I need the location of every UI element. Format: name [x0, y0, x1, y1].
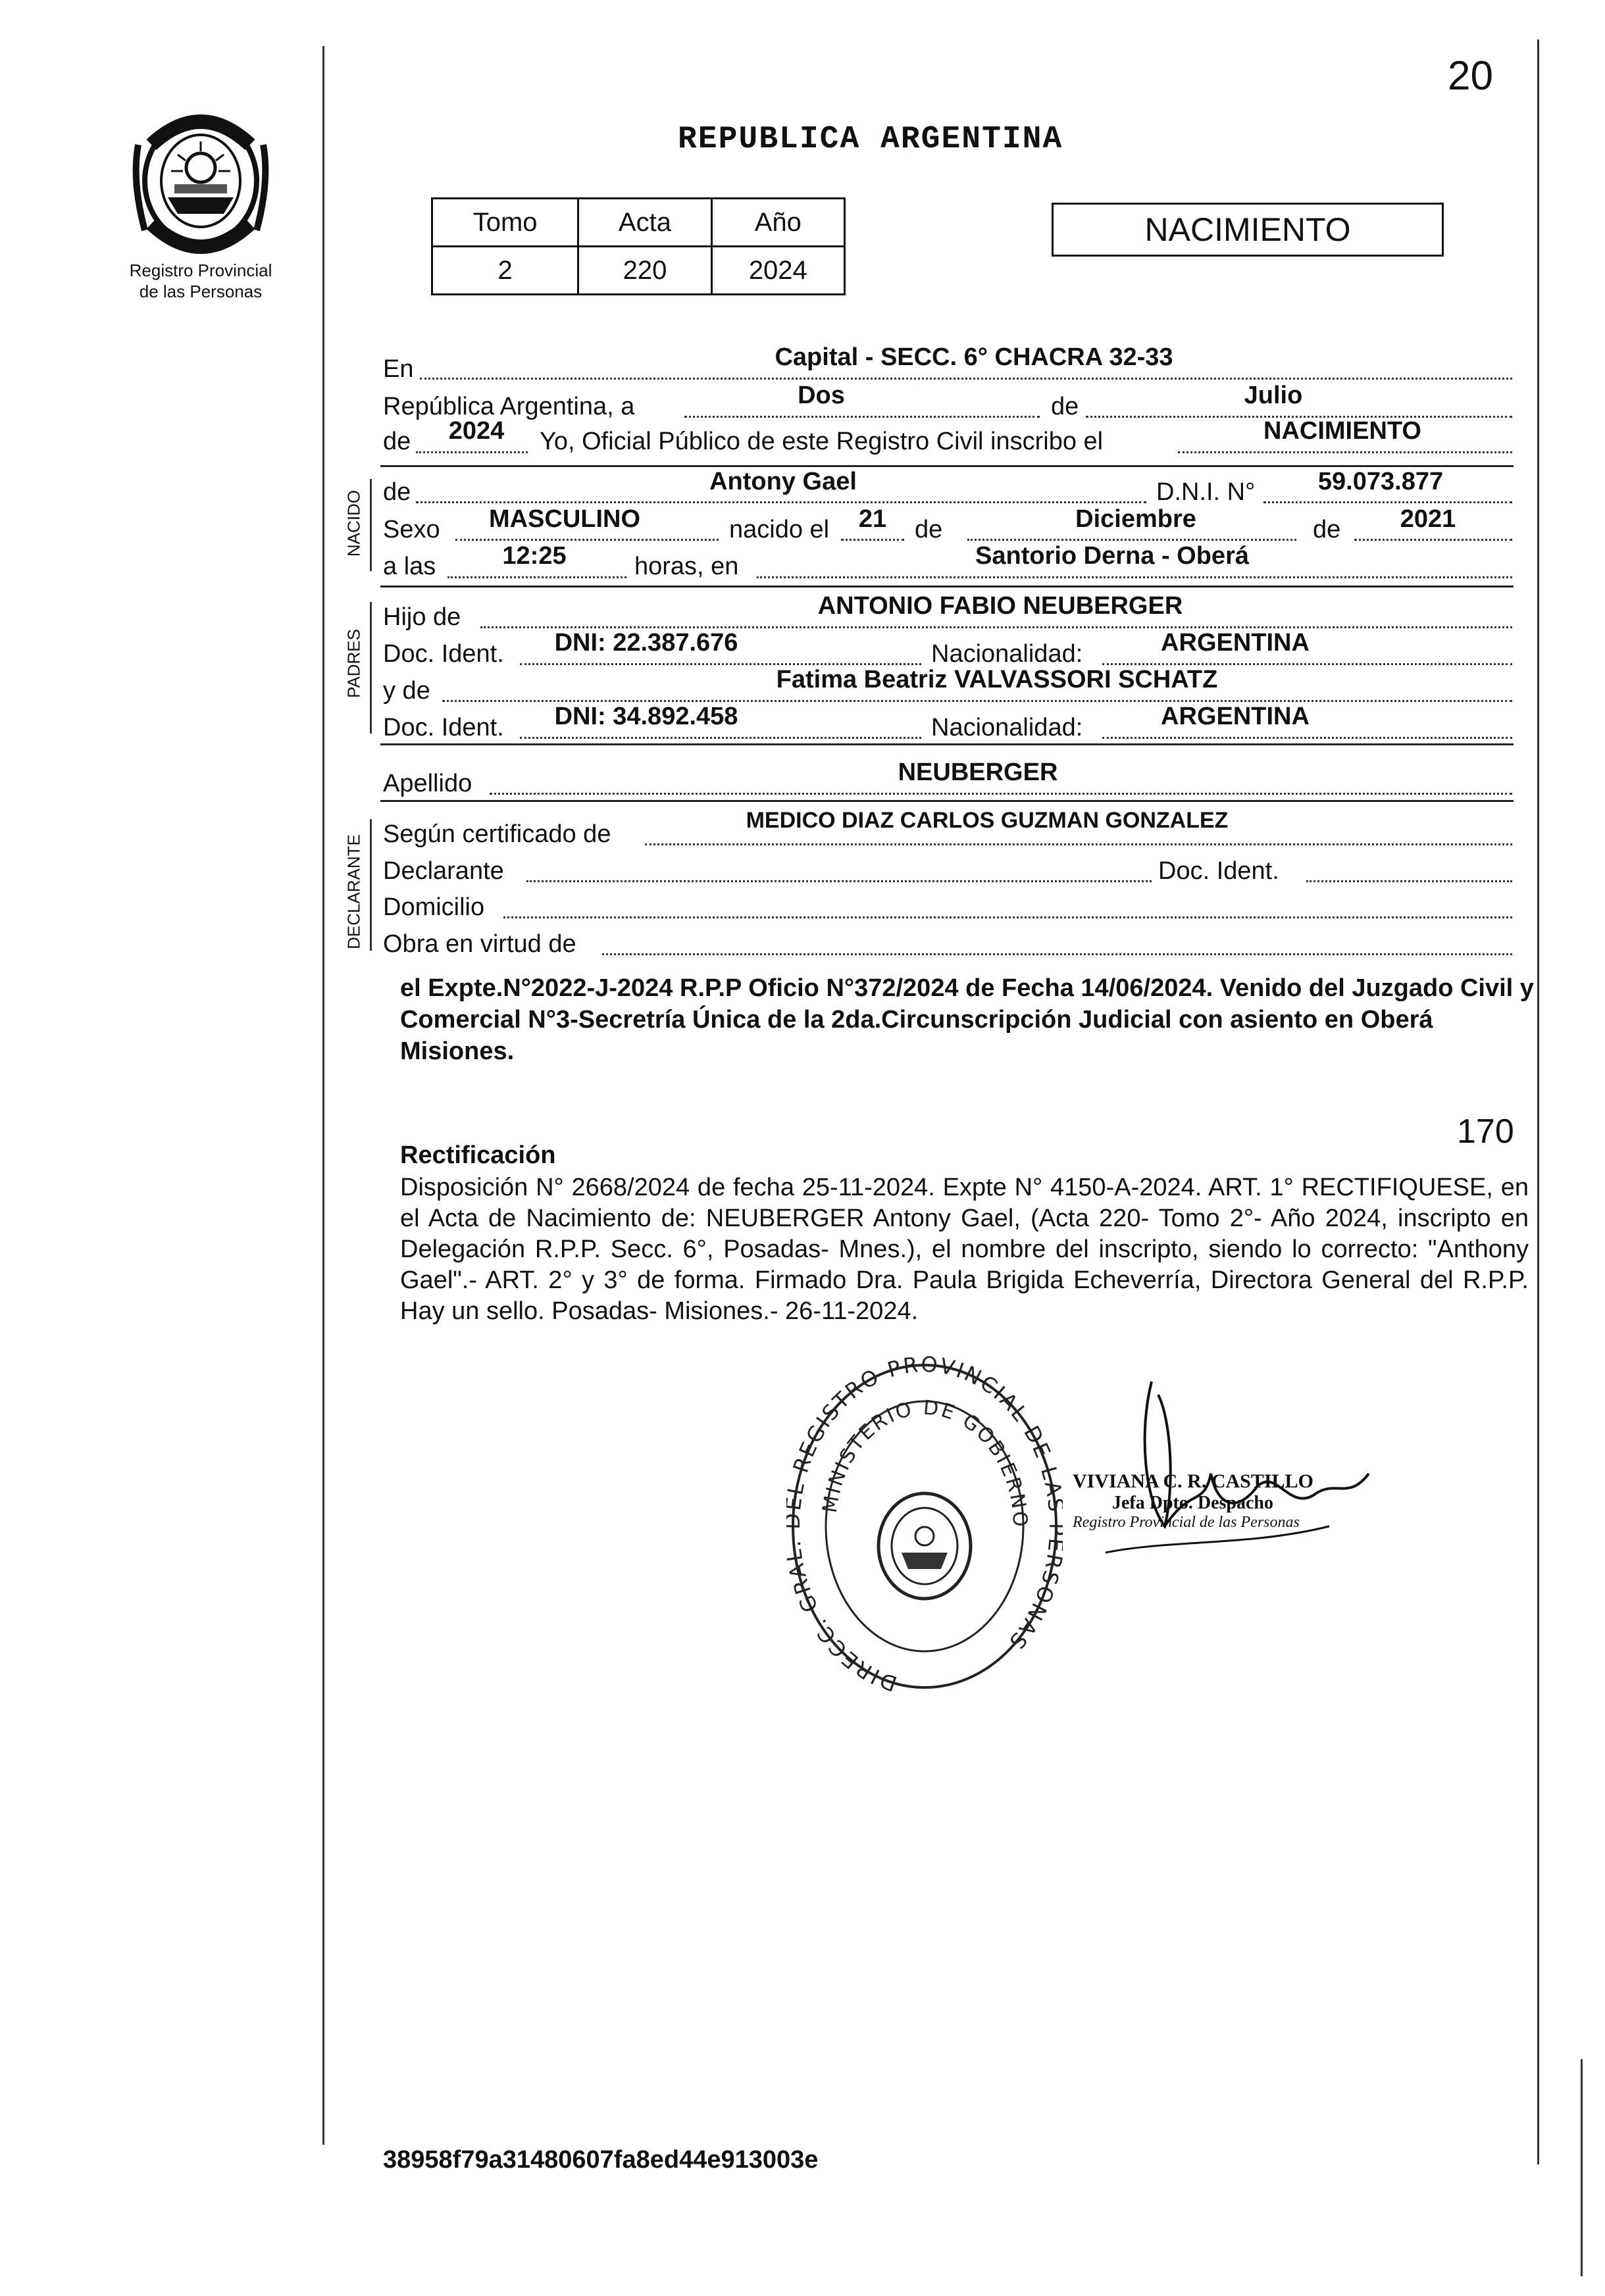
value-en: Capital - SECC. 6° CHACRA 32-33: [775, 343, 1173, 371]
acta-header-tomo: Tomo: [432, 199, 578, 247]
label-declarante: Declarante: [383, 857, 504, 885]
dots-en: [420, 378, 1512, 380]
dots-lugar: [757, 576, 1512, 578]
value-dia: Dos: [798, 382, 845, 409]
right-margin-line-lower: [1581, 2059, 1583, 2276]
dots-padre-nac: [1102, 663, 1512, 665]
separator-1: [380, 465, 1514, 467]
side-label-declarante: DECLARANTE: [344, 834, 364, 949]
rectificacion-number: 170: [1457, 1112, 1514, 1151]
signer-name: VIVIANA C. R. CASTILLO: [1073, 1470, 1313, 1492]
dots-decl-doc: [1306, 880, 1512, 882]
value-madre-nac: ARGENTINA: [1161, 703, 1310, 730]
document-title: REPUBLICA ARGENTINA: [678, 122, 1063, 157]
label-de-mes: de: [1051, 393, 1079, 420]
label-de-nac-anio: de: [1313, 516, 1341, 543]
value-hora: 12:25: [502, 542, 567, 570]
label-nac-madre: Nacionalidad:: [931, 714, 1083, 741]
side-label-nacido: NACIDO: [344, 489, 364, 557]
dots-nac-dia: [841, 539, 904, 541]
label-hijo-de: Hijo de: [383, 603, 461, 631]
label-segun: Según certificado de: [383, 820, 611, 848]
label-y-de: y de: [383, 677, 430, 705]
svg-text:DIRECC. GRAL. DEL REGISTRO PRO: DIRECC. GR REGISTRO PROVINCIAL DE L SONAS: [787, 1355, 1063, 1697]
label-de-anio: de: [383, 428, 411, 455]
label-doc-padre: Doc. Ident.: [383, 640, 504, 668]
dots-sexo: [455, 539, 719, 541]
value-lugar: Santorio Derna - Oberá: [975, 542, 1249, 570]
value-padre-nac: ARGENTINA: [1161, 629, 1310, 657]
acta-value-acta: 220: [578, 247, 711, 295]
value-segun: MEDICO DIAZ CARLOS GUZMAN GONZALEZ: [746, 808, 1229, 833]
label-doc-madre: Doc. Ident.: [383, 714, 504, 741]
value-dni: 59.073.877: [1317, 468, 1444, 495]
dots-nombre: [416, 501, 1146, 503]
act-type-box: NACIMIENTO: [1052, 203, 1444, 257]
dots-nac-anio: [1354, 539, 1512, 541]
label-obra: Obra en virtud de: [383, 930, 576, 958]
value-padre: ANTONIO FABIO NEUBERGER: [817, 592, 1183, 620]
dots-madre-nac: [1102, 737, 1512, 739]
rectificacion-title: Rectificación: [400, 1141, 556, 1169]
declarante-bracket: [370, 819, 372, 951]
dots-madre: [442, 700, 1512, 702]
misiones-seal-icon: [125, 105, 276, 263]
dots-domicilio: [503, 916, 1512, 918]
logo-caption-line2: de las Personas: [139, 282, 263, 301]
rectificacion-body: Disposición N° 2668/2024 de fecha 25-11-2024. Expte N° 4150-A-2024. ART. 1° RECTIFIQUESE, en el Acta de Nacimiento de: NEUBERGER Antony Gael, (Acta 220- Tomo 2°- Año 2024, inscripto en Delegación R.P.P. Secc. 6°, Posadas- Mnes.), el nombre del inscripto, siendo lo correcto: "Anthony Gael".- ART. 2° y 3° de forma. Firmado Dra. Paula Brigida Echeverría, Directora General del R.P.P. Hay un sello. Posadas- Misiones.- 26-11-2024.: [400, 1174, 1529, 1325]
dots-declarante: [526, 880, 1152, 882]
label-apellido: Apellido: [383, 770, 472, 797]
left-margin-line: [322, 46, 324, 2145]
acta-table: [431, 197, 846, 295]
logo-caption: [105, 260, 296, 302]
document-hash: 38958f79a31480607fa8ed44e913003e: [383, 2146, 819, 2174]
label-decl-doc: Doc. Ident.: [1158, 857, 1279, 885]
dots-hora: [447, 576, 626, 578]
value-nac-dia: 21: [858, 505, 887, 533]
label-de-nombre: de: [383, 478, 411, 506]
acta-header-acta: Acta: [578, 199, 711, 247]
label-sexo: Sexo: [383, 516, 440, 543]
dots-madre-doc: [520, 737, 921, 739]
dots-segun: [645, 843, 1512, 845]
page-number: 20: [1448, 53, 1493, 99]
value-apellido: NEUBERGER: [898, 759, 1058, 786]
acta-value-anio: 2024: [711, 247, 844, 295]
label-a-las: a las: [383, 553, 436, 580]
handwritten-signature: [1040, 1355, 1382, 1579]
separator-3: [380, 743, 1514, 745]
nacido-bracket: [370, 479, 372, 571]
label-de-nac-mes: de: [915, 516, 943, 543]
dots-dia: [684, 416, 1040, 418]
signer-office: Registro Provincial de las Personas: [1073, 1514, 1300, 1531]
dots-apellido: [490, 793, 1512, 795]
padres-bracket: [370, 602, 372, 734]
value-anio: 2024: [448, 417, 505, 445]
label-en: En: [383, 355, 414, 383]
value-madre: Fatima Beatriz VALVASSORI SCHATZ: [776, 666, 1218, 693]
right-margin-line: [1537, 39, 1539, 2164]
label-domicilio: Domicilio: [383, 893, 485, 921]
province-logo: [125, 105, 276, 263]
dots-obra: [602, 953, 1512, 955]
value-nac-anio: 2021: [1400, 505, 1456, 533]
label-yo: Yo, Oficial Público de este Registro Civil inscribo el: [540, 428, 1104, 455]
label-nac-padre: Nacionalidad:: [931, 640, 1083, 668]
value-padre-doc: DNI: 22.387.676: [554, 629, 738, 657]
value-mes: Julio: [1244, 382, 1303, 409]
official-stamp: [786, 1355, 1063, 1697]
dots-dni: [1263, 501, 1512, 503]
svg-text:MINISTERIO DE GOBIERNO: MINISTERIO DE GOBIERNO: [818, 1396, 1032, 1530]
logo-caption-line1: Registro Provincial: [129, 261, 272, 280]
label-nacido-el: nacido el: [729, 516, 830, 543]
separator-2: [380, 586, 1514, 587]
value-nac-mes: Diciembre: [1075, 505, 1196, 533]
label-dni: D.N.I. N°: [1156, 478, 1256, 506]
separator-4: [380, 800, 1514, 802]
signer-role: Jefa Dpto. Despacho: [1112, 1493, 1273, 1513]
label-horas-en: horas, en: [634, 553, 739, 580]
dots-anio: [416, 451, 528, 453]
value-madre-doc: DNI: 34.892.458: [554, 703, 738, 730]
value-sexo: MASCULINO: [488, 505, 641, 533]
dots-inscribo: [1178, 451, 1512, 453]
dots-nac-mes: [967, 539, 1296, 541]
dots-padre-doc: [520, 663, 921, 665]
value-nombre: Antony Gael: [709, 468, 857, 495]
dots-padre: [480, 626, 1512, 628]
acta-header-anio: Año: [711, 199, 844, 247]
expte-paragraph: el Expte.N°2022-J-2024 R.P.P Oficio N°372/2024 de Fecha 14/06/2024. Venido del Juzgado Civil y Comercial N°3-Secretría Única de la 2da.Circunscripción Judicial con asiento en Oberá Misiones.: [400, 974, 1534, 1065]
label-republica: República Argentina, a: [383, 393, 635, 420]
value-inscribo: NACIMIENTO: [1263, 417, 1421, 445]
side-label-padres: PADRES: [344, 629, 364, 698]
stamp-seal-icon: [786, 1355, 1063, 1697]
acta-value-tomo: 2: [432, 247, 578, 295]
